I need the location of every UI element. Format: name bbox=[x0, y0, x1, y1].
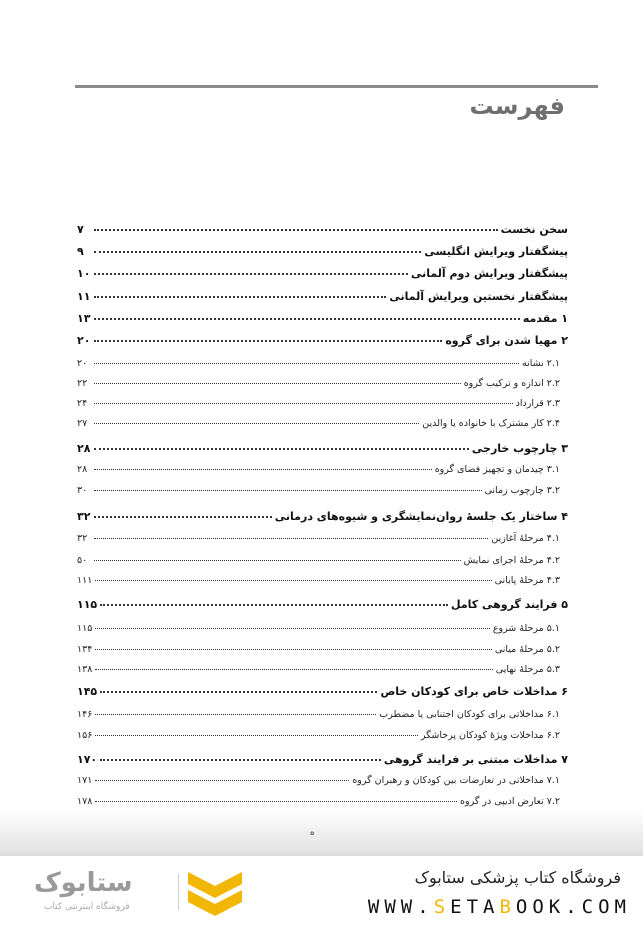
dot-leader bbox=[94, 403, 513, 404]
toc-entry-page: ۱۳۴ bbox=[77, 644, 93, 655]
toc-entry-title: ۴ ساختار یک جلسهٔ روان‌نمایشگری و شیوه‌های درمانی bbox=[274, 510, 568, 523]
toc-entry-title: ۴.۲ مرحلهٔ اجرای نمایش bbox=[463, 555, 560, 566]
dot-leader bbox=[95, 735, 418, 736]
dot-leader bbox=[100, 759, 381, 761]
dot-leader bbox=[94, 363, 519, 364]
toc-entry-page: ۱۷۰ bbox=[77, 753, 98, 766]
toc-entry-title: ۶.۱ مداخلاتی برای کودکان اجتنابی یا مضطرب bbox=[379, 709, 560, 720]
toc-entry[interactable] bbox=[77, 485, 568, 496]
toc-entry-title: ۵.۲ مرحلهٔ میانی bbox=[494, 644, 560, 655]
dot-leader bbox=[95, 580, 491, 581]
toc-entry-page: ۹ bbox=[77, 245, 84, 258]
toc-entry-title: پیشگفتار ویرایش انگلیسی bbox=[424, 245, 568, 258]
logo-tagline: فروشگاه اینترنتی کتاب bbox=[44, 902, 130, 912]
toc-entry[interactable] bbox=[77, 598, 568, 611]
toc-entry-title: ۳.۱ چیدمان و تجهیز فضای گروه bbox=[434, 464, 560, 475]
toc-entry-page: ۱۴۵ bbox=[77, 685, 98, 698]
dot-leader bbox=[94, 383, 461, 384]
toc-entry-page: ۱۷۸ bbox=[77, 796, 93, 807]
toc-entry-title: ۲.۱ نشانه bbox=[521, 358, 560, 369]
logo-wordmark: ستابوک bbox=[34, 868, 133, 898]
toc-entry[interactable] bbox=[77, 575, 568, 586]
toc-entry-page: ۲۸ bbox=[77, 464, 88, 475]
dot-leader bbox=[95, 649, 492, 650]
dot-leader bbox=[95, 780, 349, 781]
dot-leader bbox=[94, 469, 432, 470]
toc-entry[interactable] bbox=[77, 398, 568, 409]
store-url[interactable] bbox=[368, 896, 631, 918]
toc-entry-page: ۳۰ bbox=[77, 485, 88, 496]
toc-entry[interactable] bbox=[77, 775, 568, 786]
toc-entry[interactable] bbox=[77, 623, 568, 634]
toc-entry-title: ۳.۲ چارچوب زمانی bbox=[484, 485, 560, 496]
toc-entry-title: ۶ مداخلات خاص برای کودکان خاص bbox=[380, 685, 568, 698]
toc-entry-page: ۱۱ bbox=[77, 290, 91, 303]
toc-entry-title: ۴.۳ مرحلهٔ پایانی bbox=[494, 575, 560, 586]
url-part: B bbox=[499, 896, 516, 918]
page-title: فهرست bbox=[469, 92, 565, 120]
toc-entry[interactable] bbox=[77, 418, 568, 429]
url-part: S bbox=[433, 896, 451, 918]
footer-banner bbox=[0, 856, 643, 926]
dot-leader bbox=[94, 516, 272, 518]
toc-entry[interactable] bbox=[77, 442, 568, 455]
dot-leader bbox=[94, 490, 482, 491]
toc-entry-title: ۵ فرایند گروهی کامل bbox=[451, 598, 568, 611]
toc-entry-page: ۲۰ bbox=[77, 334, 91, 347]
toc-entry[interactable] bbox=[77, 267, 568, 280]
logo-divider bbox=[178, 874, 179, 910]
toc-entry-page: ۱۱۵ bbox=[77, 623, 93, 634]
dot-leader bbox=[94, 340, 442, 342]
toc-entry[interactable] bbox=[77, 378, 568, 389]
toc-entry-title: ۵.۱ مرحلهٔ شروع bbox=[492, 623, 560, 634]
url-part: WWW. bbox=[367, 896, 434, 918]
dot-leader bbox=[95, 669, 492, 670]
toc-entry-title: ۷.۲ تعارض ادیپی در گروه bbox=[460, 796, 560, 807]
toc-entry[interactable] bbox=[77, 358, 568, 369]
dot-leader bbox=[94, 318, 520, 320]
toc-entry[interactable] bbox=[77, 709, 568, 720]
toc-entry-title: ۵.۳ مرحلهٔ نهایی bbox=[495, 664, 560, 675]
toc-entry[interactable] bbox=[77, 644, 568, 655]
toc-entry-title: پیشگفتار نخستین ویرایش آلمانی bbox=[389, 290, 568, 303]
toc-entry-page: ۳۲ bbox=[77, 510, 91, 523]
dot-leader bbox=[94, 251, 421, 253]
toc-entry-title: سخن نخست bbox=[500, 223, 568, 236]
toc-entry[interactable] bbox=[77, 223, 568, 236]
toc-entry-page: ۱۱۱ bbox=[77, 575, 93, 586]
dot-leader bbox=[94, 273, 408, 275]
toc-entry-page: ۲۴ bbox=[77, 398, 88, 409]
dot-leader bbox=[94, 229, 498, 231]
url-part: OOK.COM bbox=[515, 896, 631, 918]
toc-entry[interactable] bbox=[77, 753, 568, 766]
toc-entry-page: ۱۱۵ bbox=[77, 598, 98, 611]
logo-chevron-icon bbox=[188, 872, 242, 922]
toc-entry-page: ۲۷ bbox=[77, 418, 88, 429]
dot-leader bbox=[94, 423, 419, 424]
header-rule bbox=[75, 85, 598, 88]
toc-entry[interactable] bbox=[77, 730, 568, 741]
toc-entry-title: ۷.۱ مداخلاتی در تعارضات بین کودکان و رهبران گروه bbox=[352, 775, 560, 786]
toc-entry-title: ۳ چارچوب خارجی bbox=[471, 442, 568, 455]
toc-entry[interactable] bbox=[77, 312, 568, 325]
dot-leader bbox=[95, 714, 376, 715]
toc-entry-page: ۱۵۶ bbox=[77, 730, 93, 741]
toc-entry-page: ۲۰ bbox=[77, 358, 88, 369]
toc-entry-title: ۶.۲ مداخلات ویژهٔ کودکان پرخاشگر bbox=[420, 730, 560, 741]
toc-entry[interactable] bbox=[77, 555, 568, 566]
toc-entry-page: ۳۲ bbox=[77, 533, 88, 544]
toc-entry[interactable] bbox=[77, 464, 568, 475]
toc-entry-page: ۵۰ bbox=[77, 555, 88, 566]
dot-leader bbox=[100, 604, 448, 606]
toc-entry[interactable] bbox=[77, 685, 568, 698]
dot-leader bbox=[94, 538, 488, 539]
toc-entry[interactable] bbox=[77, 664, 568, 675]
dot-leader bbox=[94, 560, 461, 561]
toc-entry-page: ۲۸ bbox=[77, 442, 91, 455]
dot-leader bbox=[95, 628, 490, 629]
toc-entry-page: ۲۲ bbox=[77, 378, 88, 389]
toc-entry[interactable] bbox=[77, 290, 568, 303]
toc-entry-title: ۷ مداخلات مبتنی بر فرایند گروهی bbox=[383, 753, 568, 766]
toc-entry-title: ۱ مقدمه bbox=[522, 312, 568, 325]
toc-entry[interactable] bbox=[77, 510, 568, 523]
toc-entry-page: ۱۴۶ bbox=[77, 709, 93, 720]
toc-entry[interactable] bbox=[77, 533, 568, 544]
toc-entry-title: ۲.۴ کار مشترک با خانواده یا والدین bbox=[422, 418, 560, 429]
store-name: فروشگاه کتاب پزشکی ستابوک bbox=[414, 868, 621, 887]
toc-entry-page: ۱۳۸ bbox=[77, 664, 93, 675]
toc-entry-title: ۲.۲ اندازه و ترکیب گروه bbox=[463, 378, 560, 389]
toc-entry-title: ۲.۳ قرارداد bbox=[515, 398, 560, 409]
dot-leader bbox=[94, 296, 386, 298]
toc-entry[interactable] bbox=[77, 245, 568, 258]
toc-entry-title: پیشگفتار ویرایش دوم آلمانی bbox=[410, 267, 568, 280]
page-number: ه bbox=[310, 828, 315, 838]
url-part: ETA bbox=[450, 896, 500, 918]
toc-entry-page: ۱۰ bbox=[77, 267, 91, 280]
toc-entry-title: ۲ مهیا شدن برای گروه bbox=[445, 334, 568, 347]
toc-entry[interactable] bbox=[77, 796, 568, 807]
dot-leader bbox=[95, 801, 457, 802]
toc-entry-title: ۴.۱ مرحلهٔ آغازین bbox=[491, 533, 560, 544]
toc-entry-page: ۱۷۱ bbox=[77, 775, 93, 786]
toc-entry-page: ۱۳ bbox=[77, 312, 91, 325]
toc-entry-page: ۷ bbox=[77, 223, 84, 236]
toc-entry[interactable] bbox=[77, 334, 568, 347]
dot-leader bbox=[100, 691, 377, 693]
dot-leader bbox=[94, 448, 469, 450]
